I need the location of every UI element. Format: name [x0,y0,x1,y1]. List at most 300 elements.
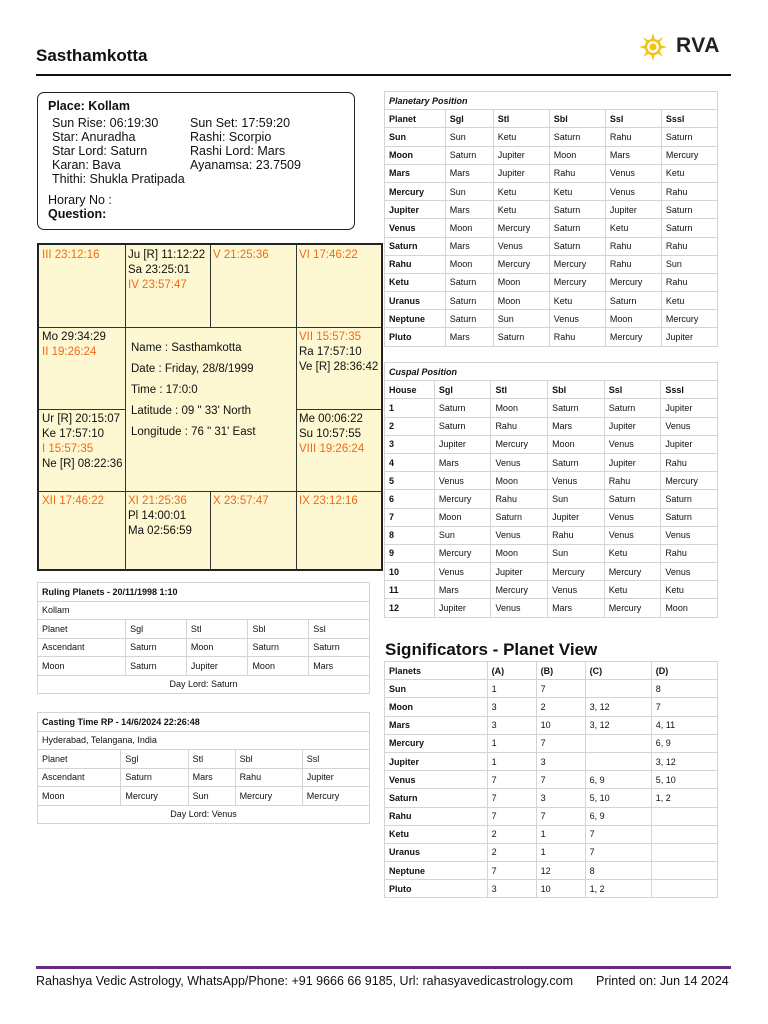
table-cell: Saturn [661,201,717,219]
chart-house-cell [296,409,367,460]
table-cell [651,880,717,898]
table-row [385,128,718,146]
table-cell: Jupiter [661,435,718,453]
table-cell: Ketu [493,201,549,219]
table-cell: 5, 10 [651,771,717,789]
table-cell: 3 [487,698,536,716]
page-title: Sasthamkotta [36,46,148,65]
table-cell: Moon [493,292,549,310]
table-row [385,880,718,898]
table-row [385,273,718,291]
table-cell: Moon [445,255,493,273]
table-cell: Saturn [604,490,661,508]
star-lord: Star Lord: Saturn [52,144,148,158]
table-row [385,544,718,562]
chart-house-cell [125,491,195,542]
table-cell: Mars [434,453,491,471]
table-cell: Sun [548,490,605,508]
table-cell: 6 [385,490,435,508]
table-row [38,638,370,657]
table-cell [651,825,717,843]
chart-house-cell [39,491,107,512]
table-cell: Venus [493,237,549,255]
table-cell: Mercury [661,310,717,328]
table-cell: 1 [487,680,536,698]
table-cell: 6, 9 [585,771,651,789]
table-cell: Saturn [434,417,491,435]
table-cell: Saturn [445,146,493,164]
table-cell: 3 [536,789,585,807]
table-cell: Jupiter [548,508,605,526]
table-cell: Ketu [493,128,549,146]
table-cell: Mars [445,328,493,346]
chart-center-info [131,338,256,443]
table-cell: Rahu [661,273,717,291]
table-cell: Ketu [661,581,718,599]
table-cell: Venus [491,526,548,544]
table-cell: Rahu [661,453,718,471]
table-cell: Mars [188,768,235,787]
table-cell: Mars [385,164,446,182]
chart-house-cell [296,245,361,266]
table-cell: Venus [604,526,661,544]
table-cell: Rahu [549,164,605,182]
table-row [385,310,718,328]
table-place: Kollam [38,601,370,620]
table-cell: Jupiter [434,435,491,453]
table-cell: Venus [661,563,718,581]
table-row [385,508,718,526]
thithi: Thithi: Shukla Pratipada [52,172,185,186]
table-cell: Mercury [661,472,718,490]
table-cell: 7 [536,680,585,698]
table-cell [651,807,717,825]
table-cell: Moon [186,638,248,657]
table-cell: 6, 9 [651,734,717,752]
table-cell: Mercury [605,328,661,346]
table-cell: Ascendant [38,638,126,657]
table-cell: Jupiter [604,453,661,471]
table-row [385,237,718,255]
table-cell: Jupiter [493,146,549,164]
table-row [385,734,718,752]
table-title: Casting Time RP - 14/6/2024 22:26:48 [38,713,370,732]
day-lord-row [38,675,370,694]
table-cell: Rahu [605,255,661,273]
table-cell: Saturn [445,310,493,328]
table-cell: Ketu [661,164,717,182]
table-cell: Rahu [491,417,548,435]
table-cell: 8 [651,680,717,698]
table-cell: Saturn [126,657,187,676]
table-cell: 7 [487,771,536,789]
table-cell: Moon [549,146,605,164]
table-cell: Mercury [549,255,605,273]
table-cell: Saturn [493,328,549,346]
table-cell: Saturn [491,508,548,526]
rashi: Rashi: Scorpio [190,130,272,144]
table-cell: 2 [487,825,536,843]
planetary-position-table [384,91,718,347]
table-row [38,768,370,787]
table-cell: Mars [445,201,493,219]
column-header: Sbl [235,750,302,769]
table-cell: Mercury [604,599,661,617]
table-header-row [385,381,718,399]
table-cell: 11 [385,581,435,599]
table-cell: Venus [434,563,491,581]
table-header-row [385,110,718,128]
column-header: (A) [487,662,536,680]
table-cell: Mercury [235,787,302,806]
column-header: Ssl [604,381,661,399]
table-cell: 7 [536,734,585,752]
table-cell: Jupiter [186,657,248,676]
table-cell: Venus [549,310,605,328]
table-cell: Sun [385,128,446,146]
house-cusp-label: X 23:57:47 [213,495,269,507]
table-row [385,599,718,617]
table-cell: 3 [536,752,585,770]
table-cell: Rahu [661,544,718,562]
column-header: Stl [188,750,235,769]
table-row [385,563,718,581]
info-right-column [190,116,301,186]
table-cell: Saturn [126,638,187,657]
table-cell: Mercury [548,563,605,581]
table-cell: Moon [385,146,446,164]
table-cell: Saturn [548,453,605,471]
table-cell: Jupiter [493,164,549,182]
table-cell: 1, 2 [585,880,651,898]
table-cell: 3, 12 [585,716,651,734]
header-divider [36,74,731,76]
table-title-row [38,583,370,602]
table-row [38,787,370,806]
table-place-row [38,731,370,750]
table-row [385,490,718,508]
table-cell: Pluto [385,328,446,346]
table-cell: 10 [385,563,435,581]
table-row [385,435,718,453]
house-cusp-label: VIII 19:26:24 [299,443,365,455]
table-cell: 3, 12 [585,698,651,716]
table-cell: Sun [548,544,605,562]
table-cell: Saturn [434,399,491,417]
table-cell: Moon [491,472,548,490]
house-cusp-label: IX 23:12:16 [299,495,358,507]
table-row [385,182,718,200]
table-cell: Venus [385,219,446,237]
table-cell: Mercury [493,219,549,237]
table-cell: Mercury [121,787,188,806]
day-lord: Day Lord: Saturn [38,675,370,694]
table-cell: Rahu [604,472,661,490]
table-cell: 3, 12 [651,752,717,770]
house-cusp-label: XI 21:25:36 [128,495,187,507]
table-cell: Saturn [605,292,661,310]
chart-house-cell [296,491,361,512]
table-cell: Mars [548,599,605,617]
table-row [385,752,718,770]
table-cell: Mars [445,237,493,255]
table-cell: Saturn [445,292,493,310]
table-cell [651,862,717,880]
house-cusp-label: V 21:25:36 [213,249,269,261]
table-cell: Moon [493,273,549,291]
table-row [385,164,718,182]
table-cell: Saturn [385,789,488,807]
table-place-row [38,601,370,620]
table-cell: Sun [445,128,493,146]
table-cell: Venus [604,435,661,453]
table-cell: Mercury [549,273,605,291]
day-lord-row [38,805,370,824]
column-header: Planet [385,110,446,128]
column-header: Sgl [434,381,491,399]
table-cell: 3 [385,435,435,453]
table-row [385,328,718,346]
column-header: (C) [585,662,651,680]
chart-house-cell [296,327,381,378]
significators-title: Significators - Planet View [385,640,598,659]
table-cell: 10 [536,716,585,734]
column-header: Stl [493,110,549,128]
chart-grid-line [296,245,297,569]
table-cell [585,734,651,752]
table-cell: Ketu [385,273,446,291]
logo-text: RVA [676,34,720,57]
table-cell: Venus [491,599,548,617]
column-header: Sbl [549,110,605,128]
table-cell: Uranus [385,292,446,310]
table-cell: Jupiter [491,563,548,581]
table-cell: Ketu [385,825,488,843]
table-cell: Venus [548,581,605,599]
table-cell: Moon [605,310,661,328]
table-row [385,862,718,880]
table-row [385,201,718,219]
table-cell: Jupiter [661,399,718,417]
house-cusp-label: II 19:26:24 [42,346,97,358]
planet-position-label: Ur [R] 20:15:07 [42,413,120,425]
table-row [385,789,718,807]
table-cell: Mars [445,164,493,182]
sun-rise: Sun Rise: 06:19:30 [52,116,159,130]
table-cell: Moon [491,399,548,417]
table-row [385,716,718,734]
table-cell: Moon [385,698,488,716]
table-cell: Venus [548,472,605,490]
table-cell: Jupiter [385,752,488,770]
table-cell: Saturn [548,399,605,417]
table-cell: Mars [605,146,661,164]
table-cell: Mercury [493,255,549,273]
planet-position-label: Ve [R] 28:36:42 [299,361,379,373]
table-cell: Moon [445,219,493,237]
house-cusp-label: III 23:12:16 [42,249,100,261]
table-cell: Venus [385,771,488,789]
table-cell: 1 [385,399,435,417]
table-cell: Saturn [445,273,493,291]
table-cell: Saturn [661,219,717,237]
table-row [385,807,718,825]
karan: Karan: Bava [52,158,121,172]
table-cell: Rahu [605,237,661,255]
table-cell: 7 [487,807,536,825]
table-header-row [38,750,370,769]
table-title-row [385,363,718,381]
footer-printed-date: Printed on: Jun 14 2024 [596,974,729,988]
table-cell: Ketu [605,219,661,237]
table-cell: Jupiter [434,599,491,617]
table-row [385,526,718,544]
table-cell: Saturn [121,768,188,787]
column-header: Planet [38,750,121,769]
chart-house-cell [39,409,126,475]
table-cell: Uranus [385,843,488,861]
table-row [38,657,370,676]
table-cell: 4 [385,453,435,471]
table-cell: Saturn [248,638,309,657]
table-cell: Mercury [385,182,446,200]
table-cell: Mercury [491,435,548,453]
table-cell: Saturn [385,237,446,255]
planet-position-label: Me 00:06:22 [299,413,363,425]
chart-house-cell [39,327,109,363]
table-row [385,399,718,417]
table-cell: Jupiter [604,417,661,435]
table-cell: 7 [487,862,536,880]
footer-divider [36,966,731,969]
column-header: Ssl [605,110,661,128]
table-cell: Ketu [549,182,605,200]
table-cell: 5, 10 [585,789,651,807]
table-cell: 1 [536,843,585,861]
table-cell: 6, 9 [585,807,651,825]
table-row [385,146,718,164]
table-cell: Rahu [385,807,488,825]
rashi-lord: Rashi Lord: Mars [190,144,286,158]
table-row [385,472,718,490]
table-cell: Neptune [385,862,488,880]
chart-house-cell [39,245,103,266]
house-cusp-label: VII 15:57:35 [299,331,362,343]
sun-logo-icon [638,32,668,62]
table-cell: 12 [536,862,585,880]
place-label: Place: Kollam [48,99,130,113]
table-cell: Moon [491,544,548,562]
table-title-row [385,92,718,110]
table-row [385,825,718,843]
table-row [385,843,718,861]
table-cell: Ketu [604,581,661,599]
question-label: Question: [48,207,107,221]
column-header: House [385,381,435,399]
table-cell: Rahu [385,255,446,273]
table-cell: Ascendant [38,768,121,787]
table-cell [585,752,651,770]
chart-longitude: Longitude : 76 " 31' East [131,426,256,438]
column-header: (D) [651,662,717,680]
table-cell: Saturn [604,399,661,417]
table-cell: Sun [188,787,235,806]
table-cell: Jupiter [302,768,369,787]
column-header: Sgl [126,620,187,639]
table-cell: 1 [487,734,536,752]
planet-position-label: Ju [R] 11:12:22 [128,249,206,261]
table-cell: Saturn [661,128,717,146]
column-header: Sgl [121,750,188,769]
ayanamsa: Ayanamsa: 23.7509 [190,158,301,172]
table-cell: Venus [604,508,661,526]
table-cell: Moon [38,787,121,806]
table-cell: Jupiter [605,201,661,219]
chart-date: Date : Friday, 28/8/1999 [131,363,254,375]
info-left-column [48,116,190,186]
table-row [385,255,718,273]
table-cell: 1, 2 [651,789,717,807]
table-row [385,453,718,471]
table-cell: Jupiter [661,328,717,346]
planet-position-label: Pl 14:00:01 [128,510,187,522]
table-cell: Mercury [491,581,548,599]
table-cell: Venus [605,182,661,200]
table-cell: Mercury [661,146,717,164]
cuspal-position-table [384,362,718,618]
footer-contact: Rahashya Vedic Astrology, WhatsApp/Phone: +91 9666 66 9185, Url: rahasyavedicastrology.com [36,974,574,988]
house-cusp-label: I 15:57:35 [42,443,94,455]
table-title-row [38,713,370,732]
table-cell: Rahu [661,182,717,200]
table-cell: Venus [661,526,718,544]
planet-position-label: Su 10:57:55 [299,428,362,440]
table-row [385,292,718,310]
planet-position-label: Sa 23:25:01 [128,264,191,276]
house-cusp-label: VI 17:46:22 [299,249,358,261]
table-cell: 7 [651,698,717,716]
planet-position-label: Ne [R] 08:22:36 [42,458,123,470]
table-cell [651,843,717,861]
table-cell: Rahu [605,128,661,146]
table-cell: Rahu [661,237,717,255]
table-cell: Neptune [385,310,446,328]
table-cell: Mercury [434,490,491,508]
sun-set: Sun Set: 17:59:20 [190,116,291,130]
table-cell: 2 [385,417,435,435]
table-cell: Moon [38,657,126,676]
table-cell: 10 [536,880,585,898]
table-cell: 1 [536,825,585,843]
table-cell: 1 [487,752,536,770]
column-header: Stl [491,381,548,399]
table-cell: Mercury [434,544,491,562]
column-header: (B) [536,662,585,680]
chart-house-cell [210,245,272,266]
casting-time-table [37,712,370,824]
table-cell: Mars [309,657,370,676]
table-cell: Sun [434,526,491,544]
table-header-row [385,662,718,680]
chart-house-cell [125,245,208,296]
table-cell: 8 [385,526,435,544]
table-cell: Venus [661,417,718,435]
house-cusp-label: IV 23:57:47 [128,279,187,291]
table-cell: Sun [493,310,549,328]
table-cell: Mars [434,581,491,599]
table-cell: 3 [487,716,536,734]
column-header: Stl [186,620,248,639]
